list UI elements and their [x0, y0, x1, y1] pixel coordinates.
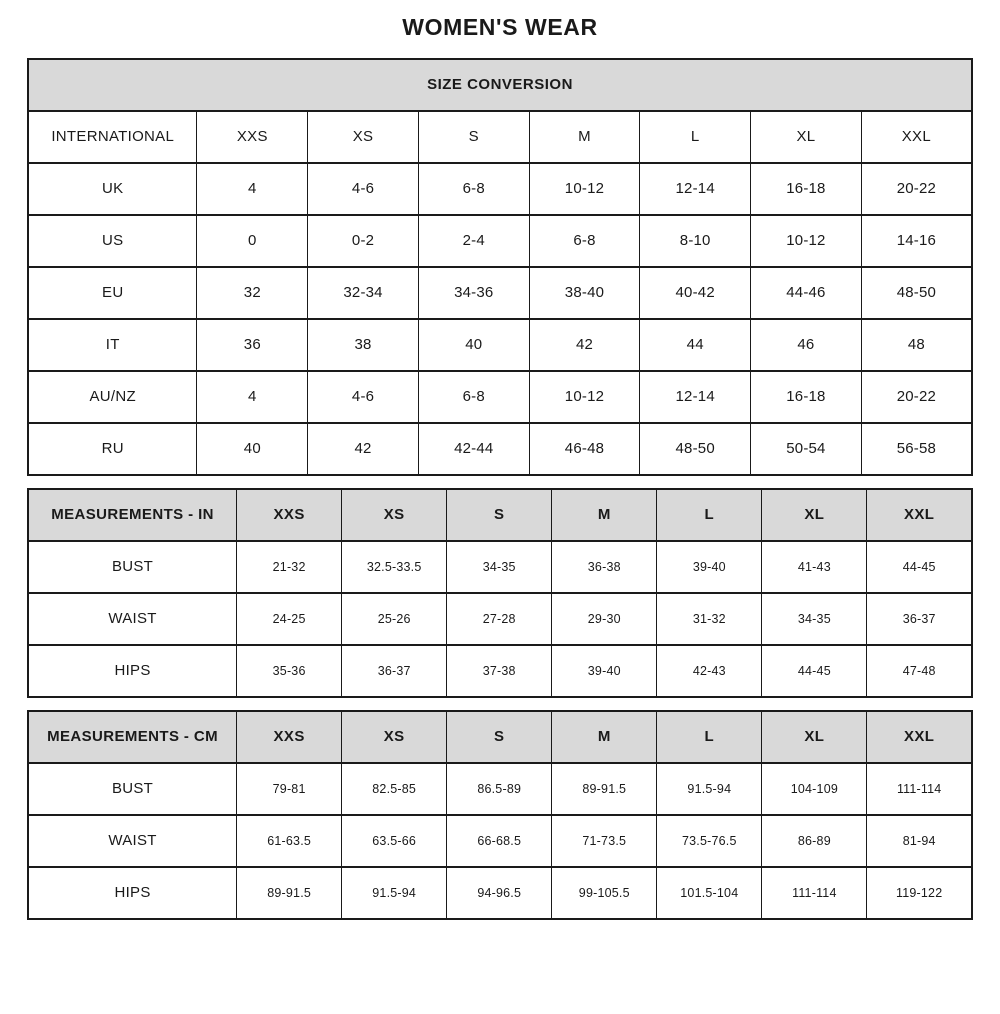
size-cell: 48 [861, 319, 972, 371]
size-cell: 79-81 [237, 763, 342, 815]
size-cell: 44-46 [751, 267, 862, 319]
row-label: AU/NZ [28, 371, 197, 423]
column-header-row [28, 111, 972, 163]
size-cell: 24-25 [237, 593, 342, 645]
size-cell: 6-8 [418, 371, 529, 423]
size-cell: 44 [640, 319, 751, 371]
size-cell: 34-36 [418, 267, 529, 319]
size-cell: 36-37 [867, 593, 972, 645]
size-cell: 44-45 [762, 645, 867, 697]
column-header: S [418, 111, 529, 163]
table-row [28, 267, 972, 319]
size-cell: 89-91.5 [237, 867, 342, 919]
column-header: XXS [237, 489, 342, 541]
size-cell: 4 [197, 163, 308, 215]
size-cell: 12-14 [640, 163, 751, 215]
size-cell: 91.5-94 [342, 867, 447, 919]
row-label: HIPS [28, 645, 237, 697]
table-row [28, 163, 972, 215]
page-title: WOMEN'S WEAR [402, 14, 598, 40]
size-cell: 32.5-33.5 [342, 541, 447, 593]
size-cell: 41-43 [762, 541, 867, 593]
size-cell: 50-54 [751, 423, 862, 475]
column-header: M [529, 111, 640, 163]
size-cell: 71-73.5 [552, 815, 657, 867]
row-label: WAIST [28, 815, 237, 867]
size-cell: 0-2 [308, 215, 419, 267]
size-cell: 38-40 [529, 267, 640, 319]
column-header: S [447, 489, 552, 541]
table-row [28, 371, 972, 423]
row-label: EU [28, 267, 197, 319]
size-cell: 40 [197, 423, 308, 475]
measurements-cm-table [27, 710, 973, 920]
table-row [28, 815, 972, 867]
size-cell: 47-48 [867, 645, 972, 697]
table-row [28, 541, 972, 593]
size-chart-page [0, 14, 1000, 920]
size-cell: 63.5-66 [342, 815, 447, 867]
size-cell: 82.5-85 [342, 763, 447, 815]
size-cell: 0 [197, 215, 308, 267]
size-cell: 16-18 [751, 163, 862, 215]
size-cell: 4 [197, 371, 308, 423]
column-header: XXL [867, 489, 972, 541]
size-cell: 46 [751, 319, 862, 371]
size-cell: 6-8 [418, 163, 529, 215]
corner-header: MEASUREMENTS - CM [28, 711, 237, 763]
row-label: US [28, 215, 197, 267]
size-conversion-table [27, 58, 973, 476]
size-cell: 10-12 [751, 215, 862, 267]
size-cell: 34-35 [447, 541, 552, 593]
size-cell: 21-32 [237, 541, 342, 593]
size-cell: 10-12 [529, 163, 640, 215]
size-cell: 25-26 [342, 593, 447, 645]
table-row [28, 763, 972, 815]
size-cell: 6-8 [529, 215, 640, 267]
size-cell: 94-96.5 [447, 867, 552, 919]
size-cell: 8-10 [640, 215, 751, 267]
table-row [28, 867, 972, 919]
column-header: XXS [197, 111, 308, 163]
size-cell: 86-89 [762, 815, 867, 867]
size-cell: 39-40 [657, 541, 762, 593]
table-row [28, 423, 972, 475]
corner-header: MEASUREMENTS - IN [28, 489, 237, 541]
size-cell: 42-44 [418, 423, 529, 475]
size-cell: 46-48 [529, 423, 640, 475]
table-row [28, 593, 972, 645]
size-cell: 20-22 [861, 163, 972, 215]
size-cell: 36-37 [342, 645, 447, 697]
row-label: BUST [28, 541, 237, 593]
row-label: HIPS [28, 867, 237, 919]
size-cell: 101.5-104 [657, 867, 762, 919]
size-cell: 42-43 [657, 645, 762, 697]
size-cell: 111-114 [867, 763, 972, 815]
size-cell: 44-45 [867, 541, 972, 593]
size-cell: 10-12 [529, 371, 640, 423]
column-header: L [657, 489, 762, 541]
table-banner-row [28, 59, 972, 111]
size-cell: 73.5-76.5 [657, 815, 762, 867]
row-label: RU [28, 423, 197, 475]
size-cell: 4-6 [308, 371, 419, 423]
row-label: BUST [28, 763, 237, 815]
column-header: XXL [867, 711, 972, 763]
size-cell: 36 [197, 319, 308, 371]
size-cell: 31-32 [657, 593, 762, 645]
size-cell: 111-114 [762, 867, 867, 919]
size-cell: 16-18 [751, 371, 862, 423]
column-header: XS [342, 489, 447, 541]
table-banner: SIZE CONVERSION [28, 59, 972, 111]
column-header: XS [308, 111, 419, 163]
size-cell: 35-36 [237, 645, 342, 697]
size-cell: 81-94 [867, 815, 972, 867]
size-cell: 27-28 [447, 593, 552, 645]
column-header: M [552, 489, 657, 541]
row-label: WAIST [28, 593, 237, 645]
size-cell: 48-50 [861, 267, 972, 319]
column-header: XXS [237, 711, 342, 763]
size-cell: 20-22 [861, 371, 972, 423]
size-cell: 40-42 [640, 267, 751, 319]
size-cell: 91.5-94 [657, 763, 762, 815]
column-header-row [28, 711, 972, 763]
column-header: M [552, 711, 657, 763]
column-header: L [657, 711, 762, 763]
size-cell: 40 [418, 319, 529, 371]
column-header: XL [751, 111, 862, 163]
size-cell: 104-109 [762, 763, 867, 815]
size-cell: 56-58 [861, 423, 972, 475]
size-cell: 119-122 [867, 867, 972, 919]
size-cell: 38 [308, 319, 419, 371]
size-cell: 42 [529, 319, 640, 371]
size-cell: 66-68.5 [447, 815, 552, 867]
corner-header: INTERNATIONAL [28, 111, 197, 163]
row-label: UK [28, 163, 197, 215]
size-cell: 37-38 [447, 645, 552, 697]
size-cell: 2-4 [418, 215, 529, 267]
column-header: L [640, 111, 751, 163]
size-cell: 34-35 [762, 593, 867, 645]
size-cell: 4-6 [308, 163, 419, 215]
table-row [28, 215, 972, 267]
size-cell: 48-50 [640, 423, 751, 475]
table-row [28, 319, 972, 371]
size-cell: 39-40 [552, 645, 657, 697]
column-header-row [28, 489, 972, 541]
row-label: IT [28, 319, 197, 371]
column-header: XL [762, 711, 867, 763]
size-cell: 42 [308, 423, 419, 475]
column-header: XS [342, 711, 447, 763]
size-cell: 32-34 [308, 267, 419, 319]
table-row [28, 645, 972, 697]
size-cell: 12-14 [640, 371, 751, 423]
column-header: XXL [861, 111, 972, 163]
size-cell: 89-91.5 [552, 763, 657, 815]
measurements-in-table [27, 488, 973, 698]
size-cell: 29-30 [552, 593, 657, 645]
size-cell: 14-16 [861, 215, 972, 267]
size-cell: 99-105.5 [552, 867, 657, 919]
column-header: XL [762, 489, 867, 541]
size-cell: 36-38 [552, 541, 657, 593]
column-header: S [447, 711, 552, 763]
size-cell: 32 [197, 267, 308, 319]
size-cell: 61-63.5 [237, 815, 342, 867]
size-cell: 86.5-89 [447, 763, 552, 815]
